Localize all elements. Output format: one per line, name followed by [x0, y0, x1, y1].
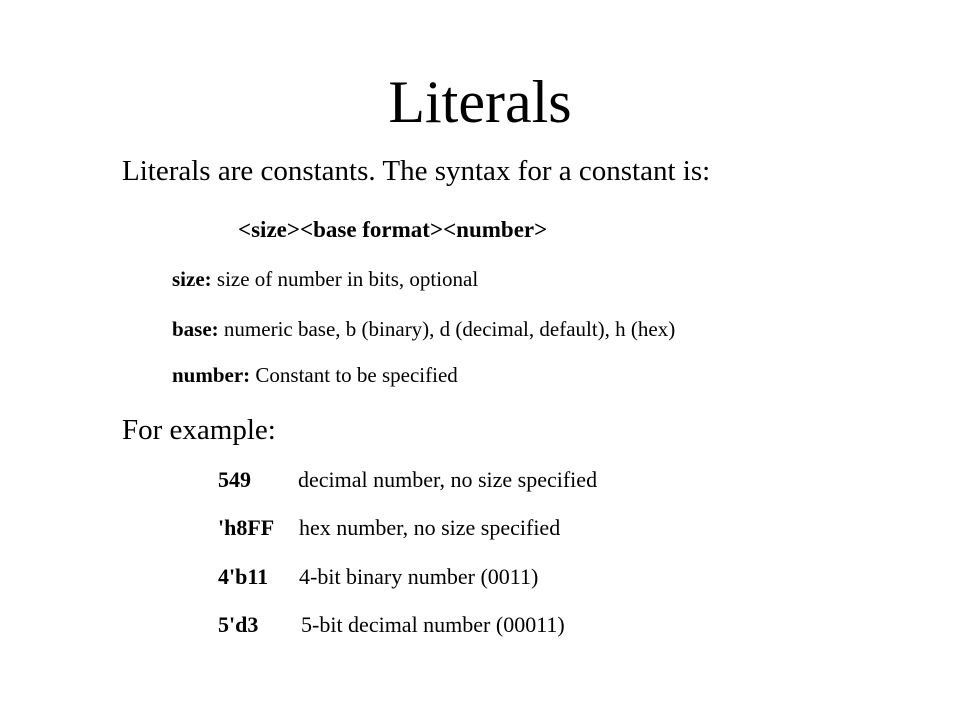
- definition-base: [172, 315, 675, 343]
- definition-term: size:: [172, 267, 212, 291]
- slide-title: Literals: [388, 69, 572, 135]
- example-heading: For example:: [122, 414, 276, 446]
- definition-term: base:: [172, 317, 219, 341]
- example-code: 5'd3: [218, 612, 259, 637]
- definition-size: [172, 265, 478, 293]
- definition-number: [172, 361, 458, 389]
- syntax-format: <size><base format><number>: [238, 217, 548, 242]
- example-description: 5-bit decimal number (00011): [301, 612, 565, 637]
- definition-text: numeric base, b (binary), d (decimal, default), h (hex): [218, 317, 676, 341]
- intro-text: Literals are constants. The syntax for a constant is:: [122, 155, 711, 187]
- example-code: 4'b11: [218, 564, 269, 589]
- example-description: 4-bit binary number (0011): [299, 564, 539, 589]
- example-description: hex number, no size specified: [299, 515, 561, 540]
- definition-term: number:: [172, 363, 251, 387]
- definition-text: size of number in bits, optional: [211, 267, 479, 291]
- example-code: 'h8FF: [218, 515, 275, 540]
- example-code: 549: [218, 467, 251, 492]
- definition-text: Constant to be specified: [250, 363, 458, 387]
- example-description: decimal number, no size specified: [298, 467, 598, 492]
